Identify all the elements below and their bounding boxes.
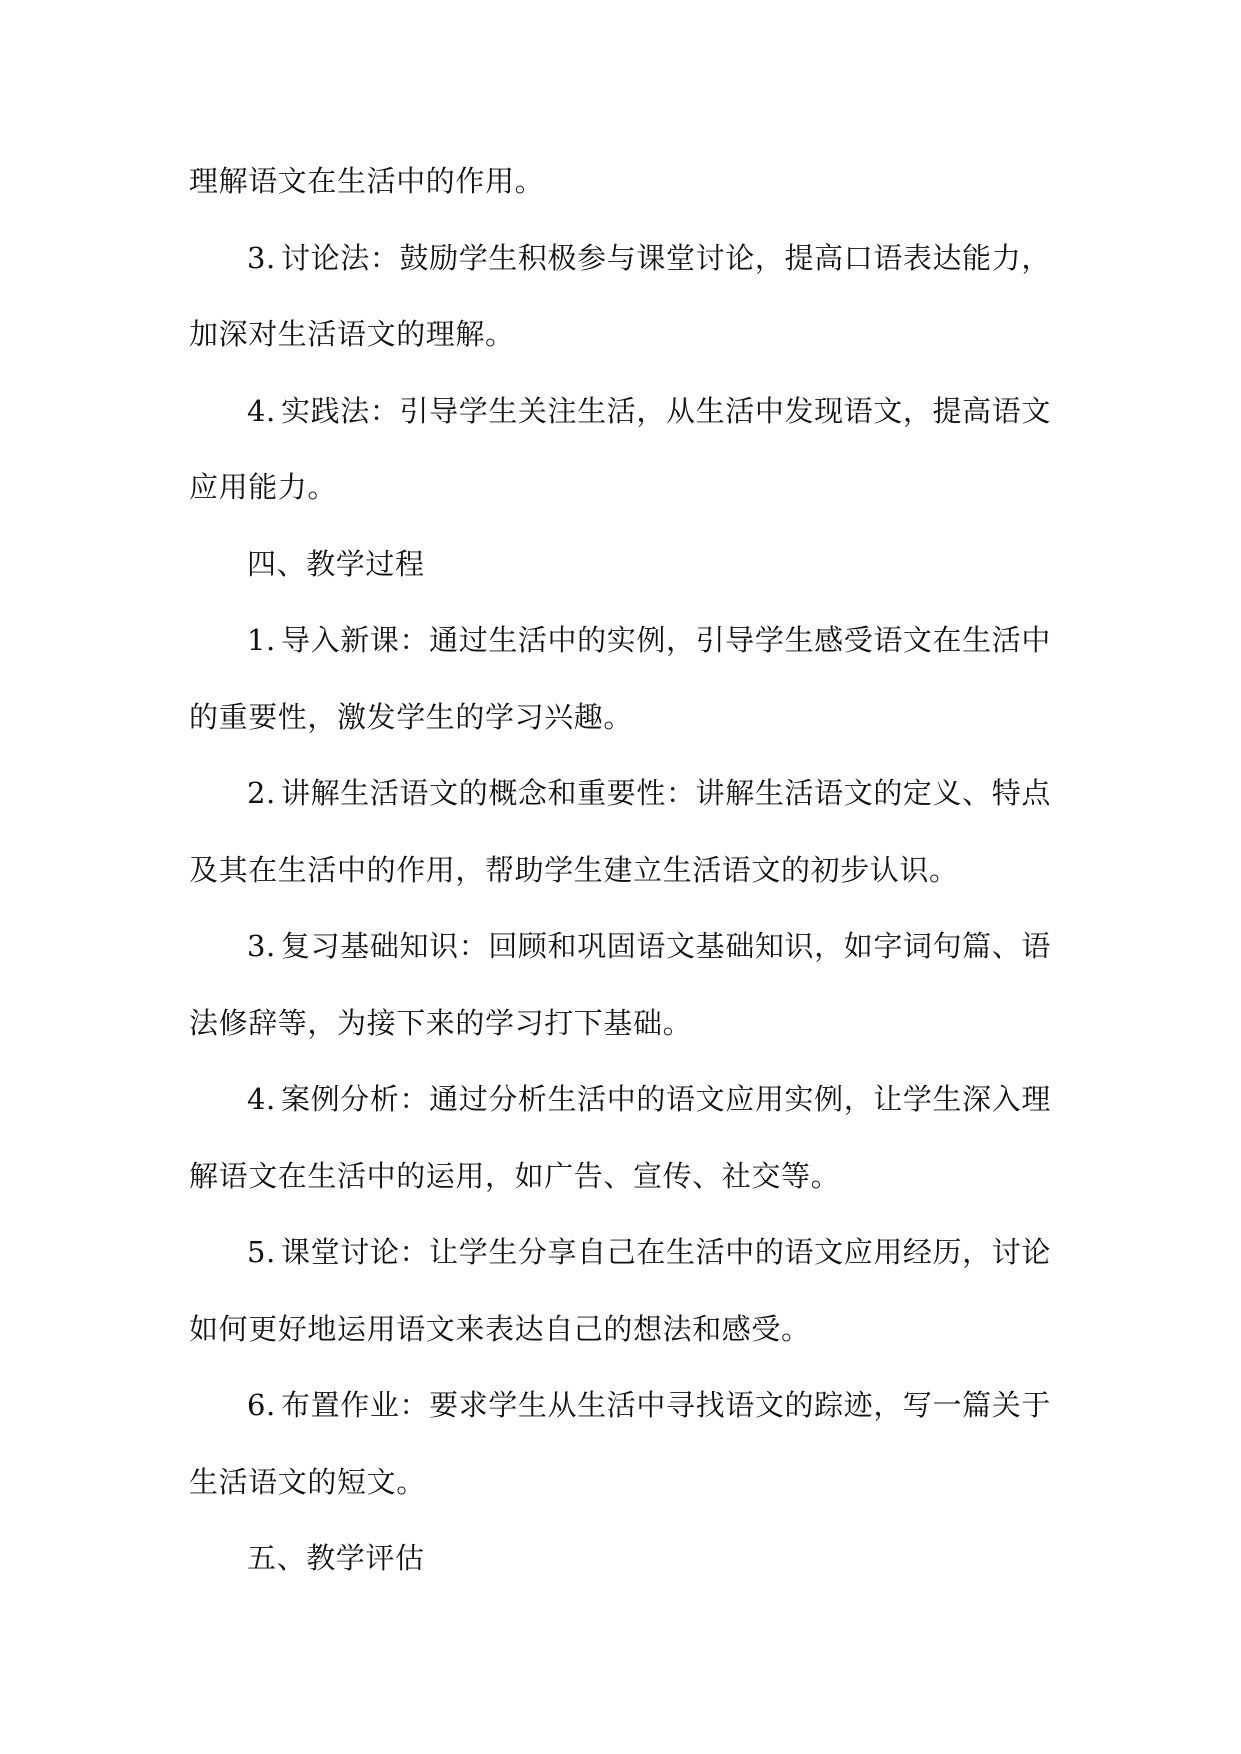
list-item-process-4 <box>189 1061 1051 1214</box>
list-number: 6. <box>247 1388 276 1422</box>
paragraph-text: 复习基础知识：回顾和巩固语文基础知识，如字词句篇、语法修辞等，为接下来的学习打下基础。 <box>189 929 1051 1040</box>
paragraph-text: 讲解生活语文的概念和重要性：讲解生活语文的定义、特点及其在生活中的作用，帮助学生建立生活语文的初步认识。 <box>189 776 1051 887</box>
heading-text: 五、教学评估 <box>247 1541 425 1575</box>
list-item-method-4 <box>189 373 1051 526</box>
list-number: 3. <box>247 240 276 275</box>
paragraph-text: 课堂讨论：让学生分享自己在生活中的语文应用经历，讨论如何更好地运用语文来表达自己的想法和感受。 <box>189 1235 1051 1346</box>
list-item-process-6 <box>189 1367 1051 1520</box>
section-heading-teaching-process <box>189 526 1051 603</box>
paragraph-continued <box>189 143 1051 220</box>
list-number: 1. <box>247 623 276 657</box>
paragraph-text: 导入新课：通过生活中的实例，引导学生感受语文在生活中的重要性，激发学生的学习兴趣。 <box>189 623 1051 734</box>
paragraph-text: 讨论法：鼓励学生积极参与课堂讨论，提高口语表达能力，加深对生活语文的理解。 <box>189 240 1051 351</box>
list-number: 2. <box>247 776 276 810</box>
paragraph-text: 布置作业：要求学生从生活中寻找语文的踪迹，写一篇关于生活语文的短文。 <box>189 1388 1051 1499</box>
list-item-process-1 <box>189 602 1051 755</box>
paragraph-text: 实践法：引导学生关注生活，从生活中发现语文，提高语文应用能力。 <box>189 393 1051 504</box>
paragraph-text: 案例分析：通过分析生活中的语文应用实例，让学生深入理解语文在生活中的运用，如广告、宣传、社交等。 <box>189 1082 1051 1193</box>
list-item-process-3 <box>189 908 1051 1061</box>
list-item-method-3 <box>189 220 1051 373</box>
list-number: 4. <box>247 393 276 428</box>
list-number: 5. <box>247 1235 276 1269</box>
list-item-process-2 <box>189 755 1051 908</box>
section-heading-teaching-evaluation <box>189 1520 1051 1597</box>
document-body <box>189 143 1051 1597</box>
paragraph-text: 理解语文在生活中的作用。 <box>189 164 545 198</box>
list-number: 4. <box>247 1082 276 1116</box>
heading-text: 四、教学过程 <box>247 546 425 581</box>
list-number: 3. <box>247 929 276 963</box>
list-item-process-5 <box>189 1214 1051 1367</box>
